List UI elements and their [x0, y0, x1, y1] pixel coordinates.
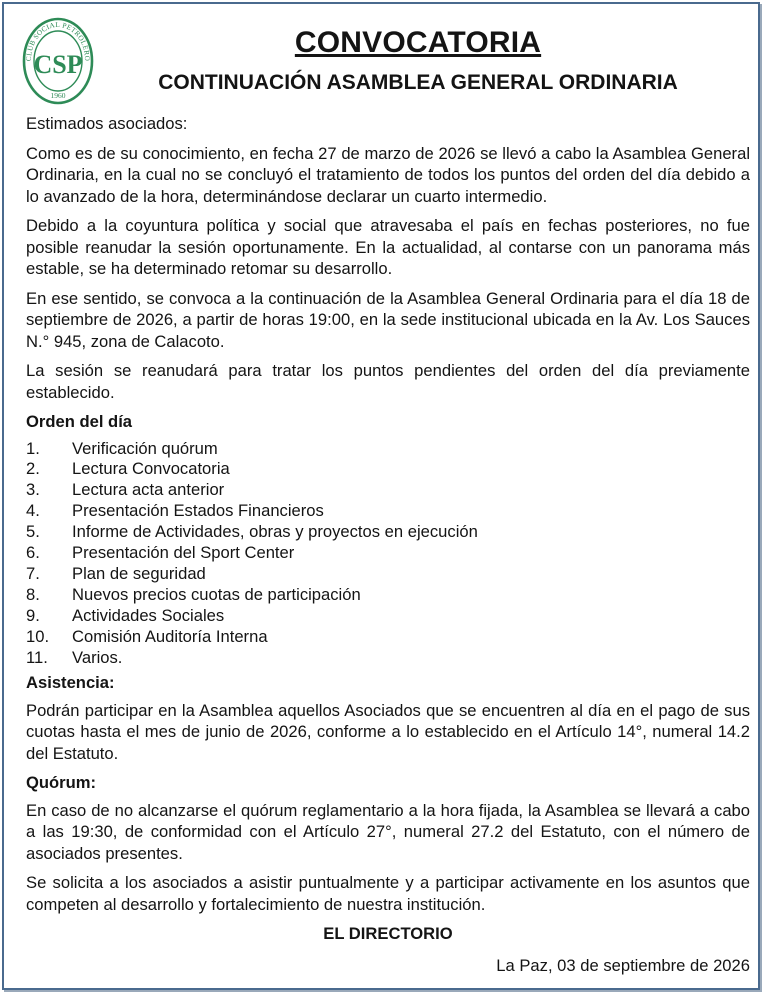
agenda-item-text: Plan de seguridad [72, 563, 206, 583]
agenda-item [26, 543, 750, 564]
agenda-item-number: 9. [26, 605, 40, 625]
agenda-item-number: 2. [26, 459, 40, 479]
document-body [26, 113, 750, 976]
agenda-heading: Orden del día [26, 412, 133, 431]
place-date: La Paz, 03 de septiembre de 2026 [496, 955, 750, 975]
agenda-item-number: 1. [26, 438, 40, 458]
paragraph-context: Debido a la coyuntura política y social que atravesaba el país en fechas posteriores, no fue posible reanudar la sesión oportunamente. En la actualidad, al contarse con un panorama más estable, se ha determinado retomar su desarrollo. [26, 216, 750, 278]
club-logo [22, 16, 94, 106]
agenda-item [26, 480, 750, 501]
agenda-item-number: 10. [26, 626, 50, 646]
agenda-item [26, 439, 750, 460]
agenda-item-number: 6. [26, 543, 40, 563]
signature: EL DIRECTORIO [323, 924, 453, 944]
agenda-item-text: Informe de Actividades, obras y proyectos en ejecución [72, 522, 478, 542]
agenda-item [26, 501, 750, 522]
agenda-item-text: Lectura Convocatoria [72, 459, 230, 479]
document-title: CONVOCATORIA [294, 26, 542, 59]
agenda-item-number: 11. [26, 647, 48, 667]
logo-arc-text: CLUB SOCIAL PETROLERO [24, 20, 92, 62]
agenda-list [26, 439, 750, 669]
agenda-item [26, 606, 750, 627]
agenda-item-text: Actividades Sociales [72, 605, 225, 625]
agenda-item-text: Lectura acta anterior [72, 480, 225, 500]
document-page [2, 2, 760, 990]
attendance-heading: Asistencia: [26, 673, 115, 693]
agenda-item-number: 7. [26, 563, 40, 583]
agenda-item-number: 3. [26, 480, 40, 500]
paragraph-session: La sesión se reanudará para tratar los puntos pendientes del orden del día previamente establecido. [26, 361, 750, 402]
agenda-item-text: Presentación del Sport Center [72, 543, 295, 563]
agenda-item [26, 627, 750, 648]
attendance-paragraph: Podrán participar en la Asamblea aquellos Asociados que se encuentren al día en el pago de sus cuotas hasta el mes de junio de 2026, conforme a lo establecido en el Artículo 14°, numeral 14.2 del Estatuto. [26, 700, 750, 763]
paragraph-convocation: En ese sentido, se convoca a la continuación de la Asamblea General Ordinaria para el día 18 de septiembre de 2026, a partir de horas 19:00, en la sede institucional ubicada en la Av. Los Sauces N.° 945, zona de Calacoto. [26, 288, 750, 351]
logo-monogram: CSP [33, 50, 83, 79]
greeting: Estimados asociados: [26, 114, 188, 133]
paragraph-background: Como es de su conocimiento, en fecha 27 de marzo de 2026 se llevó a cabo la Asamblea General Ordinaria, en la cual no se concluyó el tratamiento de todos los puntos del orden del día debido a lo avanzado de la hora, determinándose declarar un cuarto intermedio. [26, 143, 750, 206]
quorum-heading: Quórum: [26, 773, 97, 793]
agenda-item-text: Varios. [72, 647, 123, 667]
agenda-item [26, 585, 750, 606]
document-subtitle: CONTINUACIÓN ASAMBLEA GENERAL ORDINARIA [158, 71, 678, 94]
quorum-paragraph: En caso de no alcanzarse el quórum reglamentario a la hora fijada, la Asamblea se llevará a cabo a las 19:30, de conformidad con el Artículo 27°, numeral 27.2 del Estatuto, con el número de asociados presentes. [26, 800, 750, 863]
agenda-item-text: Nuevos precios cuotas de participación [72, 584, 361, 604]
agenda-item-number: 8. [26, 584, 40, 604]
closing-paragraph: Se solicita a los asociados a asistir puntualmente y a participar activamente en los asuntos que competen al desarrollo y fortalecimiento de nuestra institución. [26, 873, 750, 914]
agenda-item-number: 4. [26, 501, 40, 521]
logo-year: 1960 [50, 91, 66, 100]
agenda-item [26, 648, 750, 669]
agenda-item-text: Presentación Estados Financieros [72, 501, 324, 521]
agenda-item [26, 564, 750, 585]
agenda-item-text: Comisión Auditoría Interna [72, 626, 268, 646]
agenda-item-text: Verificación quórum [72, 438, 218, 458]
agenda-item [26, 522, 750, 543]
agenda-item-number: 5. [26, 522, 40, 542]
agenda-item [26, 459, 750, 480]
